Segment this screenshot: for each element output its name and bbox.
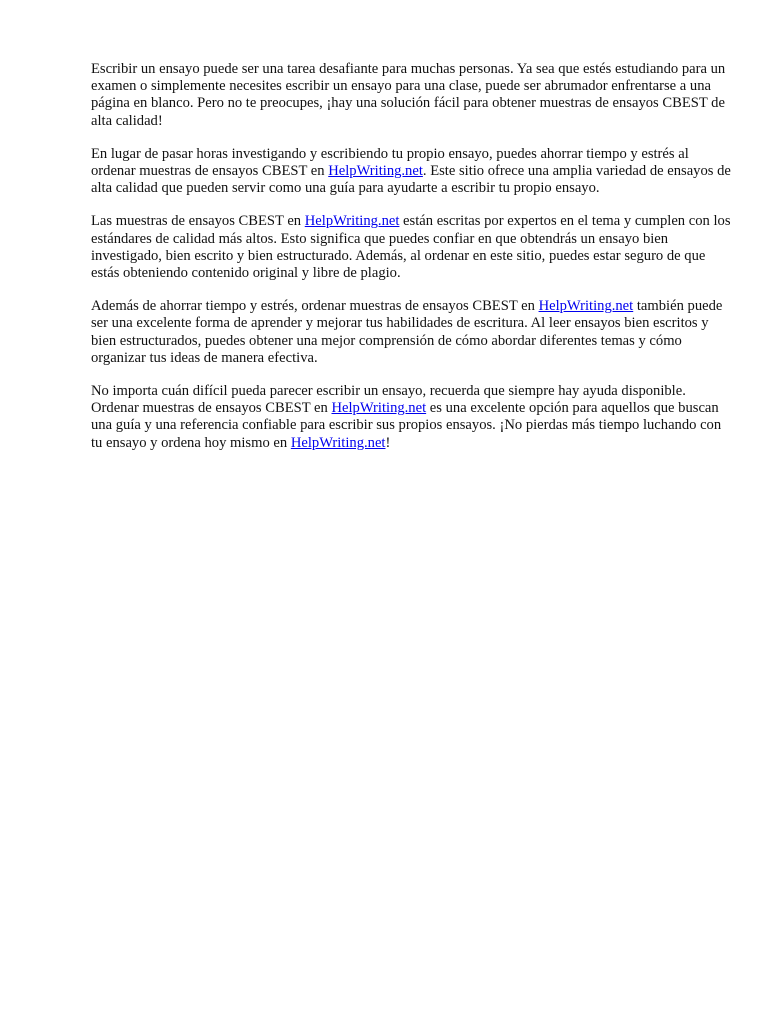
- helpwriting-link[interactable]: HelpWriting.net: [304, 213, 400, 230]
- paragraph-3-before: Las muestras de ensayos CBEST en: [91, 213, 305, 230]
- paragraph-4-before: Además de ahorrar tiempo y estrés, ordenar muestras de ensayos CBEST en: [91, 298, 539, 315]
- helpwriting-link[interactable]: HelpWriting.net: [328, 163, 423, 180]
- paragraph-2-after: . Este sitio ofrece una amplia variedad de ensayos de alta calidad que pueden servir como una guía para ayudarte a escribir tu propio ensayo.: [91, 163, 731, 197]
- paragraph-5-before: No importa cuán difícil pueda parecer escribir un ensayo, recuerda que siempre hay ayuda disponible. Ordenar muestras de ensayos CBEST en: [91, 383, 686, 417]
- paragraph-1: [91, 61, 731, 130]
- paragraph-4: [91, 298, 731, 367]
- paragraph-1-text: Escribir un ensayo puede ser una tarea desafiante para muchas personas. Ya sea que estés estudiando para un examen o simplemente necesites escribir un ensayo para una clase, puede ser abrumador enfrentarse a una página en blanco. Pero no te preocupes, ¡hay una solución fácil para obtener muestras de ensayos CBEST de alta calidad!: [91, 61, 726, 129]
- helpwriting-link[interactable]: HelpWriting.net: [331, 400, 427, 417]
- document-body: [91, 61, 731, 468]
- helpwriting-link-final[interactable]: HelpWriting.net: [290, 434, 386, 451]
- paragraph-5-middle: es una excelente opción para aquellos que buscan una guía y una referencia confiable para escribir sus propios ensayos. ¡No pierdas más tiempo luchando con tu ensayo y ordena hoy mismo en: [91, 400, 722, 451]
- paragraph-2: [91, 146, 731, 198]
- paragraph-3: [91, 213, 731, 282]
- paragraph-2-before: En lugar de pasar horas investigando y escribiendo tu propio ensayo, puedes ahorrar tiempo y estrés al ordenar muestras de ensayos CBEST en: [91, 145, 689, 180]
- paragraph-5-after: !: [385, 434, 391, 451]
- helpwriting-link[interactable]: HelpWriting.net: [538, 298, 634, 315]
- paragraph-5: [91, 383, 731, 452]
- paragraph-3-after: están escritas por expertos en el tema y cumplen con los estándares de calidad más altos. Esto significa que puedes confiar en que obtendrás un ensayo bien investigado, bien escrito y bien estructurado. Además, al ordenar en este sitio, puedes estar seguro de que estás obteniendo contenido original y libre de plagio.: [91, 213, 731, 282]
- paragraph-4-after: también puede ser una excelente forma de aprender y mejorar tus habilidades de escritura. Al leer ensayos bien escritos y bien estructurados, puedes obtener una mejor comprensión de cómo abordar diferentes temas y cómo organizar tus ideas de manera efectiva.: [91, 298, 723, 366]
